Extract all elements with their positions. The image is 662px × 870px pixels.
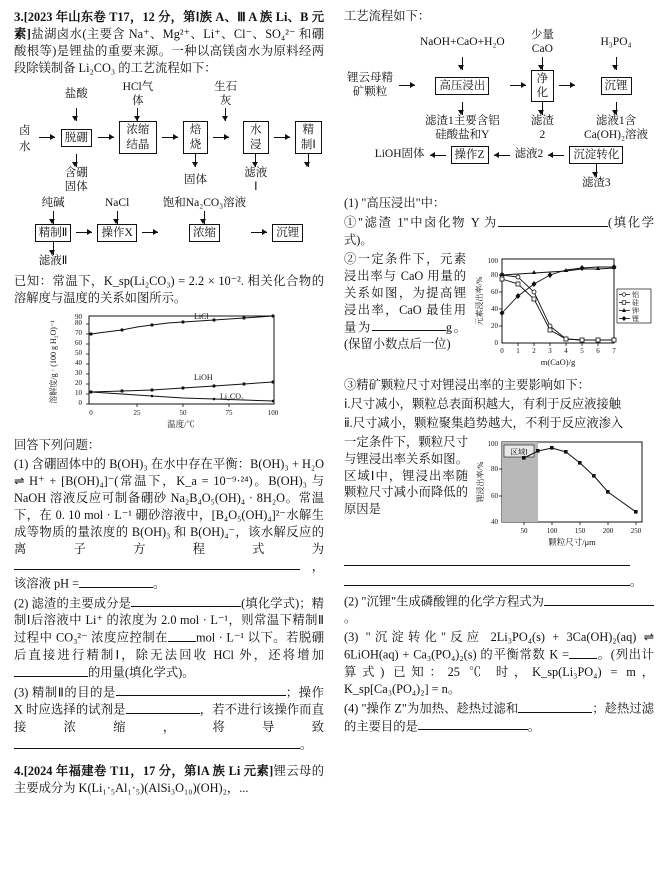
question-3-sub2	[14, 595, 324, 682]
p1d-tail: 。	[630, 574, 643, 589]
question-3-source: [2023 年山东卷 T17，12 分，第Ⅰ族 A、Ⅲ A 族 Li、B 元素]	[14, 10, 324, 41]
rflow-label-filtrate2: 滤液2	[514, 148, 544, 161]
svg-text:m(CaO)/g: m(CaO)/g	[540, 356, 576, 367]
flow-node-roast: 焙烧	[183, 121, 209, 154]
left-column	[14, 0, 324, 798]
svg-text:5: 5	[580, 346, 584, 355]
flow-node-refine1: 精制Ⅰ	[295, 121, 322, 154]
flow-node-deboron: 脱硼	[61, 129, 92, 147]
p1a-blank[interactable]	[498, 214, 608, 227]
svg-text:铝: 铝	[632, 290, 639, 299]
svg-text:25: 25	[133, 408, 141, 417]
right-column	[344, 0, 654, 737]
svg-text:0: 0	[500, 346, 504, 355]
flow-label-soda: 纯碱	[41, 196, 65, 209]
rflow-node-operation-z: 操作Z	[451, 146, 489, 164]
right-p1d-blank-line2	[344, 573, 654, 591]
svg-text:颗粒尺寸/μm: 颗粒尺寸/μm	[548, 536, 596, 547]
svg-text:1: 1	[516, 346, 520, 355]
p2-text: (2) "沉锂"生成磷酸锂的化学方程式为	[344, 594, 544, 609]
svg-text:20: 20	[75, 378, 82, 387]
flow-label-lime: 生石灰	[214, 80, 238, 107]
rflow-node-precipitate-li: 沉锂	[601, 77, 632, 95]
rflow-node-pressure-leach: 高压浸出	[435, 77, 489, 95]
svg-text:4: 4	[564, 346, 568, 355]
svg-text:200: 200	[602, 526, 614, 535]
left-flow-diagram	[14, 81, 324, 269]
svg-text:锂: 锂	[632, 314, 639, 323]
rflow-label-filtrate1: 滤液1含Ca(OH)₂溶液	[583, 115, 649, 142]
rflow-node-purify: 净化	[531, 70, 554, 103]
svg-text:锂浸出率/%: 锂浸出率/%	[476, 461, 485, 503]
svg-text:40: 40	[75, 358, 82, 367]
right-flow-diagram	[344, 29, 654, 191]
sub1-text: (1) 含硼固体中的 B(OH)₃ 在水中存在平衡：B(OH)₃ + H₂O ⇌ H⁺ + [B(OH)₄]⁻(常温下，K_a = 10⁻⁹·²⁴)。B(OH)₃ 与 NaOH 溶液反应可制备硼砂 Na₂B₄O₅(OH)₄ · 8H₂O。常温下，在 0. 10 mol · L⁻¹ 硼砂溶液中，[B₄O₅(OH)₄]²⁻水解生成等物质的量浓度的 B(OH)₃ 和 B(OH)₄⁻，该水解反应的离子方程式为	[14, 456, 324, 556]
svg-text:元素浸出率/%: 元素浸出率/%	[475, 276, 484, 326]
svg-text:7: 7	[612, 346, 616, 355]
rflow-label-residue1: 滤渣1主要含铝硅酸盐和Y	[424, 115, 500, 142]
rflow-label-naoh-cao-h2o: NaOH+CaO+H₂O	[420, 35, 505, 48]
rflow-label-small-cao: 少量CaO	[530, 28, 554, 55]
particle-size-chart-svg	[474, 436, 654, 548]
p3-b: 。(列出计算式) 已知：25 ℃ 时，K_sp(Li₃PO₄) = m，K_sp[Ca₃(PO₄)₂] = n。	[344, 648, 654, 697]
p2-tail: 。	[344, 611, 357, 626]
svg-text:80: 80	[75, 318, 82, 327]
question-3-body: 盐湖卤水(主要含 Na⁺、Mg²⁺、Li⁺、Cl⁻、SO₄²⁻ 和硼酸根等)是锂盐的重要来源。一种以高镁卤水为原料经两段除镁制备 Li₂CO₃ 的工艺流程如下：	[14, 26, 324, 75]
flow-label-sat-na2co3: 饱和Na₂CO₃溶液	[162, 196, 247, 209]
svg-text:LiOH: LiOH	[194, 372, 213, 382]
svg-text:150: 150	[574, 526, 586, 535]
svg-text:60: 60	[75, 338, 82, 347]
question-4-heading	[14, 762, 324, 797]
svg-text:3: 3	[548, 346, 552, 355]
solubility-chart	[44, 310, 294, 434]
sub3-blank-1[interactable]	[116, 684, 286, 697]
svg-text:100: 100	[267, 408, 279, 417]
p1d-blank-2[interactable]	[344, 573, 630, 586]
rflow-label-residue2: 滤渣2	[530, 115, 554, 142]
sub2-c: mol · L⁻¹ 以下。若脱硼后直接进行精制Ⅰ，除无法回收 HCl 外，还将增加	[14, 631, 325, 663]
svg-text:钾: 钾	[632, 306, 639, 315]
svg-text:40: 40	[491, 517, 498, 526]
p3-text: (3) "沉淀转化"反应 2Li₃PO₄(s) + 3Ca(OH)₂(aq) ⇌ 6LiOH(aq) + Ca₃(PO₄)₂(s) 的平衡常数 K =	[344, 630, 654, 663]
flow-label-solid: 固体	[184, 174, 208, 187]
svg-text:Li₂CO₃: Li₂CO₃	[220, 391, 244, 401]
sub3-blank-3[interactable]	[14, 736, 300, 749]
right-p1a	[344, 214, 654, 249]
flow-node-leach: 水浸	[243, 121, 269, 154]
flow-node-refine2: 精制Ⅱ	[35, 224, 72, 242]
svg-text:30: 30	[75, 368, 82, 377]
p4-blank-1[interactable]	[518, 700, 592, 713]
p1a-tail: (填化学式)。	[344, 215, 654, 247]
sub1-tail: ，该溶液 pH =	[14, 559, 324, 591]
right-p1c-i: ⅰ.尺寸减小，颗粒总表面积越大，有利于反应液接触	[344, 396, 622, 411]
flow-label-boron-solid: 含硼固体	[64, 167, 88, 194]
question-3-number: 3.	[14, 9, 24, 24]
solubility-chart-svg	[44, 310, 294, 430]
svg-text:60: 60	[491, 491, 498, 500]
svg-text:0: 0	[494, 338, 498, 347]
sub1-blank-1[interactable]	[14, 558, 300, 571]
sub3-d: 。	[300, 737, 313, 752]
p3-blank[interactable]	[569, 646, 597, 659]
p1b-tail: g。(保留小数点后一位)	[344, 320, 466, 352]
svg-text:溶解度/g · (100 g H₂O)⁻¹: 溶解度/g · (100 g H₂O)⁻¹	[49, 320, 58, 404]
rflow-node-precipitate-transform: 沉淀转化	[569, 146, 623, 164]
right-p4	[344, 700, 654, 735]
svg-text:硅: 硅	[632, 298, 639, 307]
svg-text:LiCl: LiCl	[194, 311, 209, 321]
rflow-label-residue3: 滤渣3	[581, 177, 611, 190]
svg-text:80: 80	[491, 464, 498, 473]
sub2-blank-1[interactable]	[131, 595, 241, 608]
svg-text:0: 0	[89, 408, 93, 417]
question-3-sub1	[14, 456, 324, 593]
svg-text:50: 50	[520, 526, 528, 535]
question-4-number: 4.	[14, 762, 24, 778]
svg-text:60: 60	[491, 287, 498, 296]
question-3-ask: 回答下列问题：	[14, 437, 101, 452]
svg-text:温度/℃: 温度/℃	[167, 418, 195, 429]
flow-node-operation-x: 操作X	[97, 224, 136, 242]
flow-label-filtrate2: 滤液Ⅱ	[38, 254, 68, 267]
p1a-text: ①"滤渣 1"中卤化物 Y 为	[344, 215, 498, 230]
sub3-blank-2[interactable]	[126, 701, 200, 714]
svg-text:区域Ⅰ: 区域Ⅰ	[510, 447, 528, 457]
sub3-text: (3) 精制Ⅱ的目的是	[14, 685, 116, 700]
p4-b: ；趁热过滤的主要目的是	[344, 701, 654, 734]
svg-text:70: 70	[75, 328, 82, 337]
sub2-blank-3[interactable]	[14, 664, 88, 677]
p4-text: (4) "操作 Z"为加热、趁热过滤和	[344, 701, 519, 716]
svg-text:10: 10	[75, 388, 82, 397]
flow-node-precipitate-li: 沉锂	[272, 224, 303, 242]
svg-text:40: 40	[491, 304, 498, 313]
sub2-blank-2[interactable]	[168, 629, 196, 642]
right-p3	[344, 629, 654, 698]
flow-label-nacl: NaCl	[104, 196, 130, 209]
svg-text:100: 100	[487, 256, 498, 265]
right-intro: 工艺流程如下：	[344, 9, 431, 23]
svg-text:6: 6	[596, 346, 600, 355]
rflow-label-h3po4: H₃PO₄	[600, 35, 632, 48]
flow-label-hcl-gas: HCl气体	[122, 80, 154, 107]
sub3-c: ，若不进行该操作而直接浓缩，将导致	[14, 702, 324, 734]
p4-tail: 。	[527, 719, 541, 734]
right-p1c: ③精矿颗粒尺寸对锂浸出率的主要影响如下：	[344, 377, 590, 392]
p2-blank[interactable]	[544, 593, 654, 606]
svg-text:0: 0	[78, 398, 82, 407]
element-leach-chart	[472, 253, 654, 375]
right-p1: (1) "高压浸出"中：	[344, 196, 446, 211]
svg-text:75: 75	[225, 408, 233, 417]
sub2-b: (填化学式)；精制Ⅰ后溶液中 Li⁺ 的浓度为 2.0 mol · L⁻¹，则常温下精制Ⅱ过程中 CO₃²⁻ 浓度应控制在	[14, 596, 324, 646]
svg-text:2: 2	[532, 346, 536, 355]
particle-size-chart	[474, 436, 654, 552]
sub1-end: 。	[153, 576, 166, 591]
p1b-text: ②一定条件下，元素浸出率与 CaO 用量的关系如图，为提高锂浸出率，CaO 最佳用量为	[344, 251, 466, 335]
p1d-blank-1[interactable]	[344, 554, 630, 567]
right-p1c-ii: ⅱ.尺寸减小，颗粒聚集趋势越大，不利于反应液渗入	[344, 415, 624, 430]
p1d-text: 一定条件下，颗粒尺寸与锂浸出率关系如图。区域Ⅰ中，锂浸出率随颗粒尺寸减小而降低的原因是	[344, 434, 468, 517]
p1b-blank[interactable]	[372, 319, 446, 332]
rflow-node-lioh-solid: LiOH固体	[374, 148, 425, 161]
svg-text:100: 100	[546, 526, 558, 535]
question-4-body: 锂云母的主要成分为 K(Li₁·₅Al₁·₅)(AlSi₃O₁₀)(OH)₂，...	[14, 763, 324, 795]
flow-node-concentrate: 浓缩	[189, 224, 220, 242]
question-3-heading	[14, 8, 324, 77]
svg-text:90: 90	[75, 312, 82, 321]
sub3-b: ；操作 X 时应选择的试剂是	[14, 685, 324, 717]
question-3-known: 已知：常温下，K_sp(Li₂CO₃) = 2.2 × 10⁻². 相关化合物的溶解度与温度的关系如图所示。	[14, 273, 324, 305]
flow-label-filtrate1: 滤液Ⅰ	[244, 167, 268, 194]
svg-text:20: 20	[491, 321, 498, 330]
question-4-source: [2024 年福建卷 T11，17 分，第ⅠA 族 Li 元素]	[23, 763, 274, 778]
p4-blank-2[interactable]	[418, 718, 528, 731]
svg-text:250: 250	[630, 526, 642, 535]
question-3-sub3	[14, 684, 324, 754]
svg-text:100: 100	[487, 439, 498, 448]
flow-node-crystallize: 浓缩结晶	[119, 121, 157, 154]
right-p2	[344, 593, 654, 628]
rflow-node-ore: 锂云母精矿颗粒	[347, 72, 393, 98]
sub2-d: 的用量(填化学式)。	[88, 665, 195, 680]
sub2-text: (2) 滤渣的主要成分是	[14, 596, 132, 611]
svg-text:80: 80	[491, 270, 498, 279]
svg-text:50: 50	[179, 408, 187, 417]
right-p1d-blank-line	[344, 554, 654, 572]
flow-node-brine: 卤水	[19, 124, 31, 153]
flow-label-hcl-acid: 盐酸	[64, 87, 88, 100]
sub1-blank-2[interactable]	[79, 575, 153, 588]
svg-text:50: 50	[75, 348, 82, 357]
element-leach-chart-svg	[472, 253, 654, 371]
